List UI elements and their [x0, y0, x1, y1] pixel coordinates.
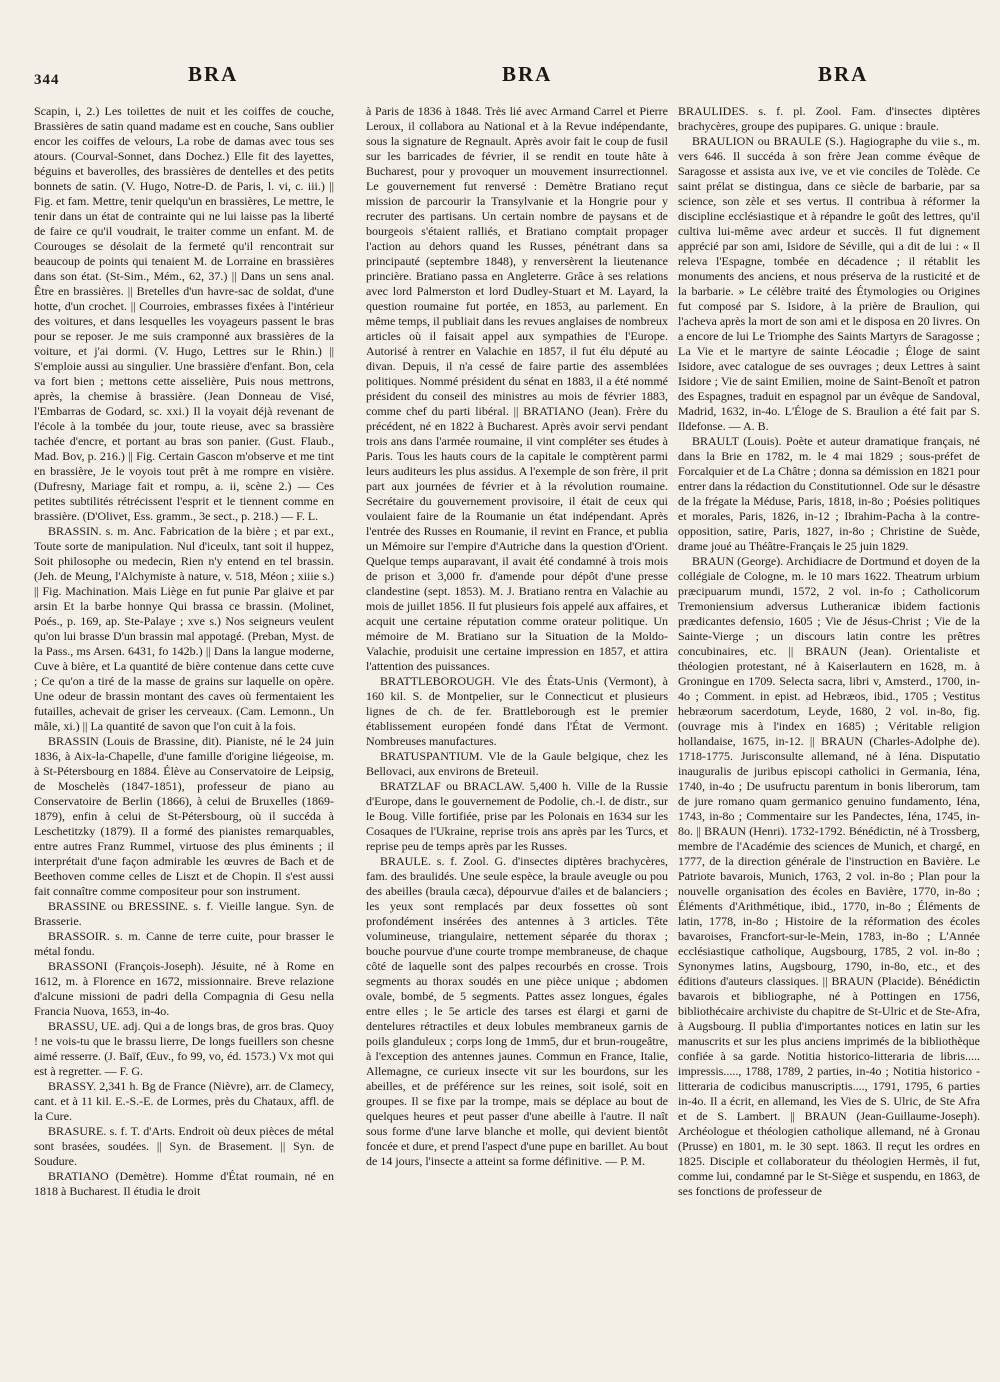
entry-brassoir: BRASSOIR. s. m. Canne de terre cuite, pour brasser le métal fondu. — [34, 929, 334, 958]
entry-brassoni: BRASSONI (François-Joseph). Jésuite, né à Rome en 1612, m. à Florence en 1672, missionnaire. Breve relazione d'alcune missioni de padri della Compagnia di Gesu nella Francia Nuova, 1653, in-4o. — [34, 959, 334, 1018]
running-head-left: BRA — [188, 62, 239, 86]
entry-continuation: Scapin, i, 2.) Les toilettes de nuit et les coiffes de couche, Brassières de satin quand madame est en couche, Sans oublier encor les coiffes de velours, La robe de damas avec tous ses atours. (Courval-Sonnet, dans Dochez.) Elle fit des layettes, béguins et baverolles, des brassières de dentelles et des petits bonnets de satin. (V. Hugo, Notre-D. de Paris, l. vi, c. iii.) || Fig. et fam. Mettre, tenir quelqu'un en brassières, Le mettre, le tenir dans un état de contrainte qui ne lui laisse pas la liberté de faire ce qu'il voudrait, le traiter comme un enfant. M. de Courouges se désolait de la fermeté qu'il rencontrait sur beaucoup de points qui tenaient M. de Lorraine en brassières dans son état. (St-Sim., Mém., 62, 37.) || Dans un sens anal. Être en brassières. || Bretelles d'un havre-sac de soldat, d'une hotte, d'un crochet. || Courroies, embrasses fixées à l'intérieur des voitures, et dans lesquelles les voyageurs passent le bras pour se reposer. Je me suis cramponné aux brassières de la voiture, et j'ai dormi. (V. Hugo, Lettres sur le Rhin.) || S'emploie aussi au singulier. Une brassière d'enfant. Bon, cela va fort bien ; mettons cette aisselière, Puis nous mettrons, après, la chemise à brassière. (Jean Donneau de Visé, l'Embarras de Godard, sc. xxi.) Il la voyait déjà revenant de l'école à la tombée du jour, toute rieuse, avec sa brassière tachée d'encre, et portant au bras son panier. (Gust. Flaub., Mad. Bov, p. 216.) || Fig. Certain Gascon m'observe et me tint en brassière, Je le voyois tout prêt à me rompre en visière. (Dufresny, Mariage fait et rompu, a. ii, scène 2.) — Ces petites subtilités rétrécissent l'esprit et le tiennent comme en brassière. (D'Olivet, Ess. gramm., 3e sect., p. 218.) — F. L. — [34, 104, 334, 523]
entry-brassu: BRASSU, UE. adj. Qui a de longs bras, de gros bras. Quoy ! ne vois-tu que le brassu lierre, De longs fueillers son chesne aimé resserre. (J. Baïf, Œuv., fo 99, vo, éd. 1573.) Vx mot qui est à regretter. — F. G. — [34, 1019, 334, 1078]
entry-braulion: BRAULION ou BRAULE (S.). Hagiographe du viie s., m. vers 646. Il succéda à son frère Jean comme évêque de Saragosse et assista aux ive, ve et vie conciles de Tolède. Ce saint prélat se distingua, dans ce siècle de barbarie, par sa science, son zèle et ses vertus. Il contribua à réformer la discipline ecclésiastique et à répandre le goût des lettres, qu'il cultiva lui-même avec ardeur et succès. Il fut dignement apprécié par son ami, Isidore de Séville, qui a dit de lui : « Il releva l'Espagne, tombée en décadence ; il rétablit les monuments des anciens, et nous préserva de la rusticité et de la barbarie. » Le célèbre traité des Étymologies ou Origines fut composé par S. Isidore, à la prière de Braulion, qui l'acheva après la mort de son ami et le disposa en 20 livres. On a encore de lui Le Triomphe des Saints Martyrs de Saragosse ; La Vie et le martyre de sainte Léocadie ; Éloge de saint Isidore, avec catalogue de ses ouvrages ; deux Lettres à saint Isidore ; Vie de saint Emilien, moine de Saint-Benoît et patron des Espagnes, traduit en espagnol par un évêque de Sandoval, Madrid, 1632, in-4o. L'Éloge de S. Braulion a été fait par S. Ildefonse. — A. B. — [678, 134, 980, 433]
text-column-right — [678, 104, 980, 1366]
entry-brault: BRAULT (Louis). Poète et auteur dramatique français, né dans la Brie en 1782, m. le 4 mai 1829 ; sous-préfet de Forcalquier et de La Châtre ; donna sa démission en 1821 pour entrer dans la rédaction du Constitutionnel. Ode sur le désastre de la frégate la Méduse, Paris, 1818, in-8o ; Poésies politiques et morales, Paris, 1826, in-12 ; Ibrahim-Pacha à la contre-opposition, satire, Paris, 1827, in-8o ; Christine de Suède, drame joué au Théâtre-Français le 25 juin 1829. — [678, 434, 980, 553]
entry-bratuspantium: BRATUSPANTIUM. Vle de la Gaule belgique, chez les Bellovaci, aux environs de Breteuil. — [366, 749, 668, 778]
entry-brassin-louis: BRASSIN (Louis de Brassine, dit). Pianiste, né le 24 juin 1836, à Aix-la-Chapelle, d'une famille d'origine liégeoise, m. à St-Pétersbourg en 1884. Élève au Conservatoire de Leipsig, de Moschelès (1847-1851), professeur de piano au Conservatoire de Berlin (1866), à celui de Bruxelles (1869-1879), enfin à celui de St-Pétersbourg, où il succéda à Leschetitzky (1879). Il a formé des pianistes remarquables, entre autres Franz Rummel, virtuose des plus éminents ; il interprétait d'une façon admirable les œuvres de Bach et de Beethoven comme celles de Liszt et de Chopin. Il s'est aussi fait connaître comme compositeur pour son instrument. — [34, 734, 334, 898]
entry-bratiano-continued: à Paris de 1836 à 1848. Très lié avec Armand Carrel et Pierre Leroux, il collabora au National et à la Revue indépendante, sous la signature de Regnault. Après avoir fait le coup de fusil sur les barricades de février, il se rendit en toute hâte à Bucharest, pour y provoquer un mouvement insurrectionnel. Le gouvernement fut renversé : Demètre Bratiano reçut mission de parcourir la Transylvanie et la Hongrie pour y recruter des partisans. Un certain nombre de paysans et de bourgeois s'étaient ralliés, et Bratiano comptait propager l'action au dehors quand les Russes, pénétrant dans sa principauté (septembre 1848), y renversèrent la lieutenance princière. Bratiano passa en Angleterre. Grâce à ses relations avec lord Palmerston et lord Dudley-Stuart et M. Layard, la question roumaine fut portée, en 1853, au parlement. En même temps, il publiait dans les revues anglaises de nombreux articles où il faisait appel aux sympathies de l'Europe. Autorisé à rentrer en Valachie en 1857, il fut élu député au divan. Depuis, il n'a cessé de faire partie des assemblées politiques. Nommé président du sénat en 1883, il a été nommé président du conseil des ministres au mois de février 1883, comme chef du parti libéral. || BRATIANO (Jean). Frère du précédent, né en 1822 à Bucharest. Après avoir servi pendant trois ans dans l'armée roumaine, il vint compléter ses études à Paris. Tous les hauts cours de la capitale le comptèrent parmi leurs auditeurs les plus assidus. A l'exemple de son frère, il prit part aux journées de février et à la révolution roumaine. Secrétaire du gouvernement provisoire, il était de ceux qui voulaient faire de la Roumanie un état indépendant. Après l'entrée des Russes en Roumanie, il revint en France, et publia un Mémoire sur l'empire d'Autriche dans la question d'Orient. Quelque temps auparavant, il avait été condamné à trois mois de prison et 3,000 fr. d'amende pour dépôt d'une presse clandestine (sept. 1853). M. J. Bratiano rentra en Valachie au mois de juillet 1856. Il fut plusieurs fois appelé aux affaires, et acquit une certaine réputation comme orateur politique. Un mémoire de M. Bratiano sur la Situation de la Moldo-Valachie, produisit une certaine impression en 1857, et attira l'attention des puissances. — [366, 104, 668, 673]
running-head-center: BRA — [502, 62, 553, 86]
page-header — [0, 58, 1000, 94]
entry-brassin: BRASSIN. s. m. Anc. Fabrication de la bière ; et par ext., Toute sorte de manipulation. Nul d'iceulx, tant soit il huppez, Soit philosophe ou medecin, Rien n'y entend en tel brassin. (Jeh. de Meung, l'Alchymiste à nature, v. 518, Méon ; xiiie s.) || Fig. Machination. Mais Liège en fut punie Par glaive et par arsin Et la barbe honnye Qui brassa ce brassin. (Molinet, Poés., p. 169, ap. Ste-Palaye ; xve s.) Nos seigneurs veulent qu'on lui brasse D'un brassin mal appotagé. (Preban, Myst. de la Pass., ms Arsen. 6431, fo 142b.) || Dans la langue moderne, Cuve à bière, et La quantité de bière contenue dans cette cuve ; Ce qu'on a tiré de la masse de grains sur laquelle on opère. Une odeur de brassin montant des caves où fermentaient les futailles, achevait de griser les cerveaux. (Cam. Lemonn., Un mâle, xi.) || La quantité de savon que l'on cuit à la fois. — [34, 524, 334, 733]
entry-braun: BRAUN (George). Archidiacre de Dortmund et doyen de la collégiale de Cologne, m. le 10 mars 1622. Theatrum urbium præcipuarum mundi, 1572, 2 vol. in-fo ; Catholicorum Tremoniensium adversus Lutheranicæ ibidem factionis prædicantes defensio, 1605 ; Vie de Jésus-Christ ; Vie de la Sainte-Vierge ; un discours latin contre les prêtres concubinaires, etc. || BRAUN (Jean). Orientaliste et théologien protestant, né à Kaiserlautern en 1628, m. à Groningue en 1709. Selecta sacra, libri v, Amsterd., 1700, in-4o ; Comment. in epist. ad Hebræos, ibid., 1705 ; Vestitus hebræorum sacerdotum, Leyde, 1680, 2 vol. in-8o, fig. (ouvrage mis à l'index en 1685) ; Véritable religion hollandaise, 1675, in-12. || BRAUN (Charles-Adolphe de). 1718-1775. Jurisconsulte allemand, né à Iéna. Disputatio inauguralis de juribus episcopi catholici in Germania, Iéna, 1740, in-4o ; De usufructu parentum in bonis liberorum, tam de jure romano quam germanico genuino fundamento, Iéna, 1743, in-8o ; Commentaire sur les Pandectes, Iéna, 1745, in-8o. || BRAUN (Henri). 1732-1792. Bénédictin, né à Trossberg, membre de l'Académie des sciences de Munich, et chargé, en 1777, de la direction générale de l'instruction en Bavière. Le Patriote bavarois, Munich, 1763, 2 vol. in-8o ; Plan pour la nouvelle organisation des écoles en Bavière, 1770, in-8o ; Éléments d'Arithmétique, ibid., 1770, in-8o ; Éléments de latin, 1778, in-8o ; Histoire de la réformation des écoles bavaroises, Francfort-sur-le-Mein, 1783, in-8o ; L'Année ecclésiastique catholique, Augsbourg, 1785, 2 vol. in-8o ; Synonymes latins, Augsbourg, 1790, in-8o, etc., et des éditions d'auteurs classiques. || BRAUN (Placide). Bénédictin bavarois et bibliographe, né à Pottingen en 1756, bibliothécaire archiviste du chapitre de St-Ulric et de Ste-Afra, à Augsbourg. Il publia d'importantes notices en latin sur les manuscrits et sur les plus anciens imprimés de la bibliothèque confiée à sa garde. Notitia historico-litteraria de libris..... impressis....., 1788, 1789, 2 parties, in-4o ; Notitia historico - litteraria de codicibus manuscriptis...., 1791, 1795, 6 parties in-4o. Il a écrit, en allemand, les Vies de S. Ulric, de Ste Afra et de S. Lambert. || BRAUN (Jean-Guillaume-Joseph). Archéologue et théologien catholique allemand, né à Gronau (Prusse) en 1801, m. le 30 sept. 1863. Il reçut les ordres en 1825. Disciple et collaborateur du théologien Hermès, il fut, comme lui, condamné par le St-Siège et suspendu, en 1863, de ses fonctions de professeur de — [678, 554, 980, 1198]
page-number: 344 — [34, 72, 60, 88]
entry-braulides: BRAULIDES. s. f. pl. Zool. Fam. d'insectes diptères brachycères, groupe des pupipares. G. unique : braule. — [678, 104, 980, 133]
entry-bratzlaf: BRATZLAF ou BRACLAW. 5,400 h. Ville de la Russie d'Europe, dans le gouvernement de Podolie, ch.-l. de distr., sur le Boug. Ville fortifiée, prise par les Polonais en 1634 sur les Cosaques de l'Ukraine, reprise trois ans après par les Turcs, et reprise peu de temps après par les Russes. — [366, 779, 668, 853]
entry-brattleborough: BRATTLEBOROUGH. Vle des États-Unis (Vermont), à 160 kil. S. de Montpelier, sur le Connecticut et plusieurs lignes de ch. de fer. Brattleborough est le premier établissement européen fondé dans l'État de Vermont. Nombreuses manufactures. — [366, 674, 668, 748]
entry-brasure: BRASURE. s. f. T. d'Arts. Endroit où deux pièces de métal sont brasées, soudées. || Syn. de Brasement. || Syn. de Soudure. — [34, 1124, 334, 1168]
entry-brassy: BRASSY. 2,341 h. Bg de France (Nièvre), arr. de Clamecy, cant. et à 11 kil. E.-S.-E. de Lormes, près du Chataux, affl. de la Cure. — [34, 1079, 334, 1123]
text-column-middle — [366, 104, 668, 1366]
running-head-right: BRA — [818, 62, 869, 86]
entry-bratiano: BRATIANO (Demètre). Homme d'État roumain, né en 1818 à Bucharest. Il étudia le droit — [34, 1169, 334, 1198]
entry-brassine: BRASSINE ou BRESSINE. s. f. Vieille langue. Syn. de Brasserie. — [34, 899, 334, 928]
text-column-left — [34, 104, 334, 1366]
entry-braule: BRAULE. s. f. Zool. G. d'insectes diptères brachycères, fam. des braulidés. Une seule espèce, la braule aveugle ou pou des abeilles (braula cæca), dépourvue d'ailes et de balanciers ; les yeux sont remplacés par deux fossettes où sont profondément insérées des antennes à 3 articles. Tête volumineuse, triangulaire, nettement séparée du thorax ; bouche pourvue d'une courte trompe membraneuse, de chaque côté de laquelle sont des palpes recourbés en crosse. Trois segments au thorax soudés en une pièce unique ; abdomen ovale, bombé, de 5 segments. Pattes assez longues, égales entre elles ; le 5e article des tarses est élargi et garni de dentelures rétractiles et deux lobules membraneux garnis de poils glanduleux ; corps long de 1mm5, dur et brun-rougeâtre, à l'exception des antennes jaunes. Commun en France, Italie, Allemagne, ce curieux insecte vit sur les bourdons, sur les abeilles, et de préférence sur les reines, soit isolé, soit en groupes. Il se fixe par la trompe, mais se déplace au bout de quelques heures et peut passer d'une abeille à l'autre. Il naît sous forme d'une larve blanche et molle, qui devient bientôt foncée et dure, et prend l'aspect d'une pupe en barillet. Au bout de 14 jours, l'insecte a atteint sa forme définitive. — P. M. — [366, 854, 668, 1168]
